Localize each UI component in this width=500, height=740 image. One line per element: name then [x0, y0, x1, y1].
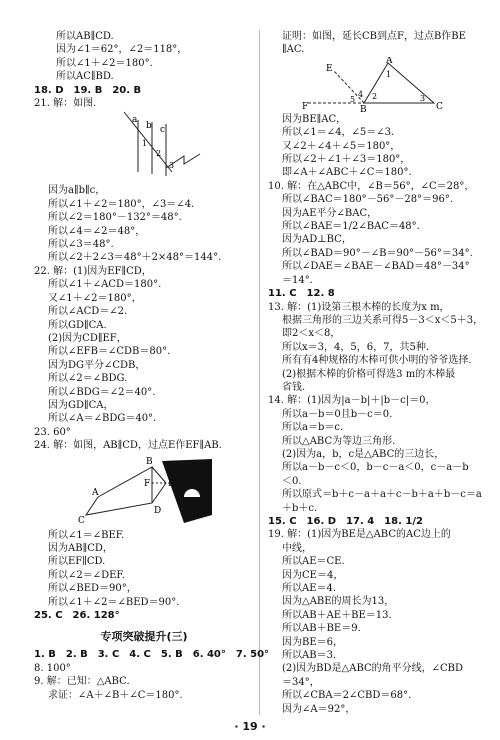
text-line: ＝14°.: [282, 274, 313, 286]
text-line: 所以a－b＝0且b－c＝0.: [282, 408, 393, 420]
text-line: 所以∠1＋∠2＝180°，∠3＝∠4.: [48, 198, 195, 210]
text-line: 所以AB＋AE＋BE＝13.: [282, 609, 392, 621]
answer-line: 11. C 12. 8: [268, 288, 335, 300]
fig-label: E: [326, 63, 333, 74]
text-line: 即∠A＋∠ABC＋∠C＝180°.: [282, 167, 412, 179]
text-line: ＜0.: [282, 475, 302, 487]
text-line: (2)根据木棒的价格可得选3 m的木棒最: [282, 368, 456, 380]
fig-label: 3: [420, 93, 426, 103]
question-13-head: 13. 解：(1)设第三根木棒的长度为x m，: [268, 301, 450, 313]
text-line: 所以∠2＋∠1＋∠3＝180°，: [282, 154, 411, 166]
text-line: 所以AE＝4.: [282, 583, 337, 595]
text-line: 因为CE＝4，: [282, 569, 344, 581]
text-line: 所以△ABC为等边三角形.: [282, 435, 396, 447]
fig-label: b: [146, 121, 152, 132]
text-line: 所有有4种规格的木棒可供小明的爷爷选择.: [282, 355, 472, 367]
text-line: 所以a＝b＝c.: [282, 422, 344, 434]
fig-label: F: [302, 101, 309, 112]
text-line: 所以∠DAE＝∠BAE－∠BAD＝48°－34°: [282, 261, 470, 273]
text-line: 所以∠3＝48°.: [48, 239, 114, 251]
text-line: (2)因为a，b，c是△ABC的三边长，: [282, 448, 445, 460]
text-line: 因为△ABE的周长为13，: [282, 596, 395, 608]
parallel-lines-figure: [34, 110, 254, 184]
text-line: 即2＜x＜8，: [282, 328, 341, 340]
text-line: 所以∠BAC＝180°－56°－28°＝96°.: [282, 194, 454, 206]
column-divider: [259, 30, 260, 715]
text-line: 所以AB＋BE＝9.: [282, 623, 361, 635]
fig-label: 3: [169, 161, 175, 171]
text-line: 因为GD∥CA，: [48, 399, 114, 411]
text-line: 因为∠1＝62°，∠2＝118°，: [56, 44, 188, 56]
left-column: [34, 30, 270, 702]
triangle-figure: [268, 57, 482, 113]
triangle-svg: [268, 57, 482, 113]
text-line: 所以a－b－c＜0，b－c－a＜0，c－a－b: [282, 462, 469, 474]
text-line: 所以AB＝3.: [282, 650, 337, 662]
text-line: 中线，: [282, 542, 312, 554]
text-line: 所以x＝3，4，5，6，7，共5种.: [282, 341, 429, 353]
text-line: 又∠1＋∠2＝180°，: [48, 292, 142, 304]
fig-label: A: [386, 56, 393, 66]
text-line: 所以∠1＋∠ACD＝180°.: [48, 279, 162, 291]
text-line: 根据三角形的三边关系可得5－3＜x＜5＋3，: [282, 314, 484, 326]
fig-label: C: [78, 515, 85, 526]
text-line: 所以AC∥BD.: [56, 71, 114, 83]
text-line: 所以原式＝b＋c－a＋a＋c－b＋a＋b－c＝a: [282, 489, 482, 501]
text-line: 所以AE＝CE.: [282, 556, 345, 568]
text-line: 证明：如图，延长CB到点F，过点B作BE: [282, 31, 466, 42]
fig-label: 2: [156, 149, 162, 159]
text-line: 因为AB∥CD，: [48, 542, 113, 554]
question-10-head: 10. 解：在△ABC中，∠B＝56°，∠C＝28°，: [268, 180, 475, 192]
fig-label: 5: [350, 94, 356, 104]
question-19-head: 19. 解：(1)因为BE是△ABC的AC边上的: [268, 529, 451, 541]
text-line: (2)因为BD是△ABC的角平分线，∠CBD: [282, 663, 464, 675]
text-line: 所以∠BAE＝1/2∠BAC＝48°.: [282, 221, 420, 233]
text-line: 所以∠ACD＝∠2.: [48, 306, 128, 318]
section-title: 专项突破提升(三): [100, 630, 188, 644]
text-line: 求证：∠A＋∠B＋∠C＝180°.: [48, 689, 183, 701]
fig-label: C: [436, 101, 443, 112]
answer-line: 25. C 26. 128°: [34, 610, 120, 621]
fig-label: B: [360, 104, 367, 113]
text-line: 因为AE平分∠BAC，: [282, 207, 378, 219]
fig-label: 4: [358, 89, 364, 99]
text-line: 又∠2＋∠4＋∠5＝180°，: [282, 140, 401, 152]
text-line: 省钱.: [282, 381, 306, 393]
text-line: ＝34°，: [282, 676, 320, 688]
question-24-head: 24. 解：如图，AB∥CD，过点E作EF∥AB.: [34, 440, 222, 452]
text-line: 所以∠2＋2∠3＝48°＋2×48°＝144°.: [48, 252, 222, 264]
text-line: 所以∠2＝∠DEF.: [48, 569, 125, 581]
text-line: 所以∠4＝∠2＝48°，: [48, 225, 146, 237]
text-line: 所以∠BAD＝90°－∠B＝90°－56°＝34°.: [282, 247, 473, 259]
text-line: 因为DG平分∠CDB，: [48, 359, 146, 371]
text-line: 所以∠CBA＝2∠CBD＝68°.: [282, 690, 412, 702]
text-line: 所以EF∥CD.: [48, 556, 106, 568]
text-line: 因为a∥b∥c，: [48, 185, 106, 197]
fig-label: 2: [372, 91, 378, 101]
fig-label: B: [146, 456, 153, 467]
text-line: 所以∠BED＝90°，: [48, 583, 137, 595]
fig-label: F: [144, 478, 151, 489]
text-line: 所以∠EFB＝∠CDB＝80°.: [48, 346, 171, 358]
question-22-head: 22. 解：(1)因为EF∥CD，: [34, 265, 152, 277]
fig-label: 1: [386, 69, 392, 79]
fig-label: c: [160, 125, 166, 136]
text-line: (2)因为CD∥EF，: [48, 332, 127, 344]
answer-line: 8. 100°: [34, 662, 71, 674]
text-line: 所以∠2＝180°－132°＝48°.: [48, 212, 182, 224]
text-line: 因为BE∥AC，: [282, 113, 347, 125]
fig-label: 1: [142, 139, 148, 149]
text-line: 因为AD⊥BC，: [282, 234, 352, 246]
page-number: · 19 ·: [234, 720, 266, 733]
text-line: 所以∠1＋∠2＝180°.: [56, 57, 153, 69]
answer-line: 1. B 2. B 3. C 4. C 5. B 6. 40° 7. 50°: [34, 649, 270, 661]
question-14-head: 14. 解：(1)因为|a－b|＋|b－c|＝0，: [268, 395, 436, 407]
right-column: [268, 30, 482, 716]
answer-line: 15. C 16. D 17. 4 18. 1/2: [268, 516, 423, 527]
fig-label: a: [132, 115, 138, 126]
fig-label: E: [168, 478, 175, 489]
text-line: 所以∠1＝∠4，∠5＝∠3.: [282, 127, 395, 139]
parallelogram-figure: [34, 453, 254, 529]
text-line: 所以AB∥CD.: [56, 31, 114, 42]
text-line: 所以∠BDG＝∠2＝40°.: [48, 386, 156, 398]
text-line: 所以∠1＋∠2＝∠BED＝90°.: [48, 596, 180, 608]
text-line: 因为∠A＝92°，: [282, 703, 356, 715]
question-21-head: 21. 解：如图.: [34, 98, 97, 110]
text-line: 所以GD∥CA.: [48, 319, 107, 331]
q21-figure: [34, 110, 254, 184]
text-line: 所以∠1＝∠BEF.: [48, 529, 125, 541]
text-line: 所以∠A＝∠BDG＝40°.: [48, 413, 157, 425]
fig-label: D: [154, 505, 162, 516]
text-line: 因为BE＝6，: [282, 636, 344, 648]
q24-figure: [34, 453, 254, 529]
text-line: ∥AC.: [282, 44, 305, 56]
answer-line: 18. D 19. B 20. B: [34, 84, 142, 96]
text-line: 所以∠2＝∠BDG.: [48, 373, 128, 385]
answer-line: 23. 60°: [34, 426, 71, 438]
fig-label: A: [92, 487, 99, 498]
question-9-head: 9. 解：已知：△ABC.: [34, 676, 130, 688]
text-line: ＋b＋c.: [282, 502, 318, 514]
